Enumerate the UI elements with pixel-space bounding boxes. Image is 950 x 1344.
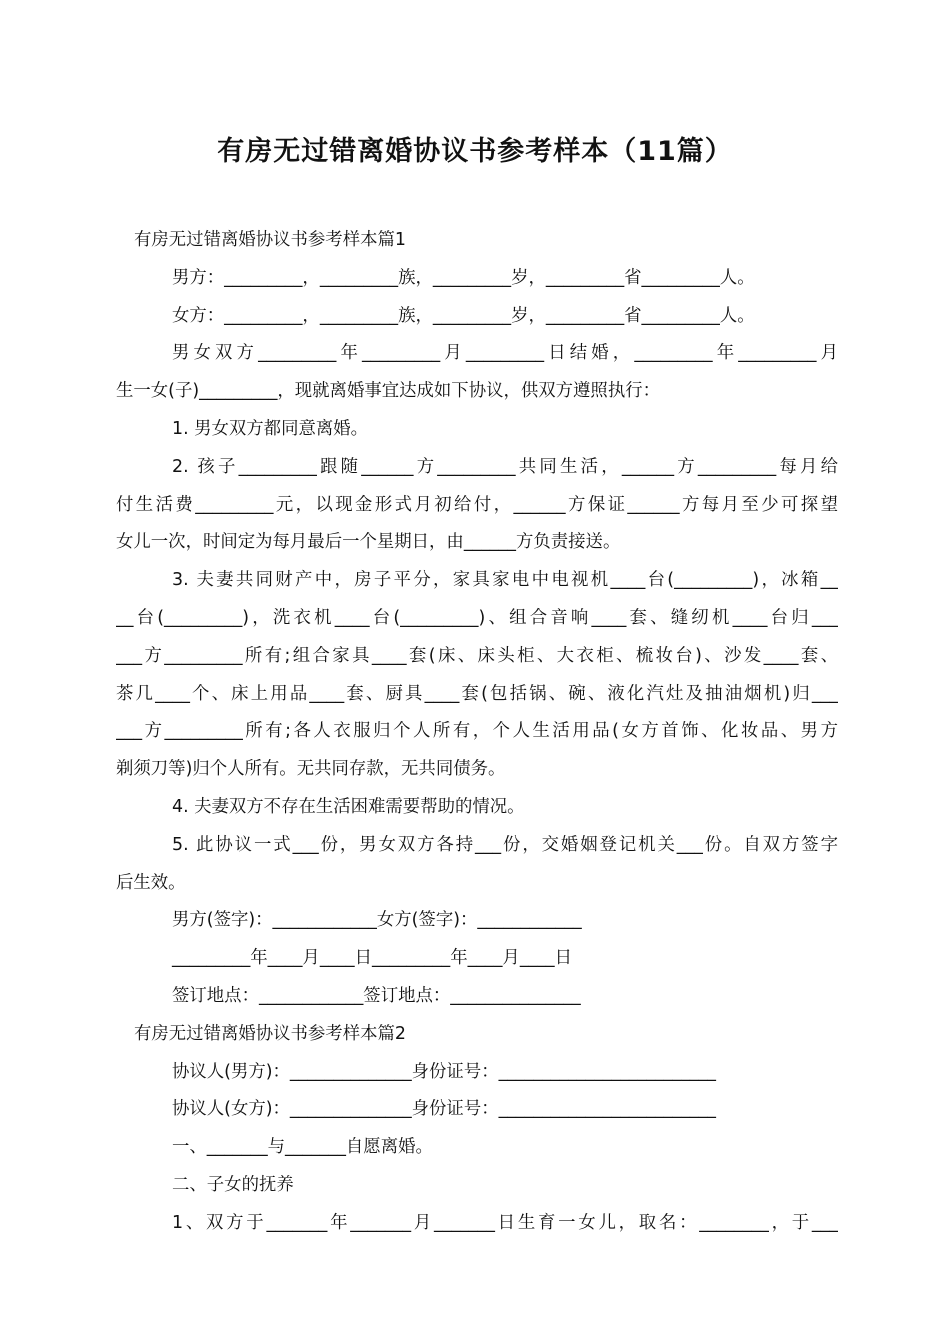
- page-title: 有房无过错离婚协议书参考样本（11篇）: [217, 136, 733, 167]
- text-line: 1. 男女双方都同意离婚。: [172, 418, 369, 439]
- text-line: _________年____月____日_________年____月____日: [172, 948, 572, 969]
- text-line: 生一女(子)_________，现就离婚事宜达成如下协议，供双方遵照执行：: [116, 381, 660, 402]
- text-line: 1、双方于_______年_______月_______日生育一女儿，取名：________，于___: [172, 1212, 838, 1233]
- section-heading: 有房无过错离婚协议书参考样本篇2: [134, 1023, 406, 1044]
- text-line: 男方：_________，_________族，_________岁，_________省_________人。: [172, 267, 755, 288]
- text-line: 男女双方_________年_________月_________日结婚，_________年_________月: [172, 343, 838, 364]
- text-line: 剃须刀等)归个人所有。无共同存款，无共同债务。: [116, 759, 506, 780]
- text-line: 4. 夫妻双方不存在生活困难需要帮助的情况。: [172, 796, 525, 817]
- text-line: 2. 孩子_________跟随______方_________共同生活，______方_________每月给: [172, 456, 838, 477]
- text-line: 后生效。: [116, 872, 186, 893]
- text-line: 协议人(男方)：______________身份证号：_________________________: [172, 1061, 716, 1082]
- text-line: 签订地点：____________签订地点：_______________: [172, 985, 581, 1006]
- section-heading: 有房无过错离婚协议书参考样本篇1: [134, 230, 406, 250]
- text-line: 付生活费_________元，以现金形式月初给付，______方保证______方每月至少可探望: [116, 494, 838, 515]
- document-body: [116, 222, 838, 1243]
- text-line: 茶几____个、床上用品____套、厨具____套(包括锅、碗、液化汽灶及抽油烟机)归___: [116, 683, 838, 704]
- text-line: 一、_______与_______自愿离婚。: [172, 1137, 433, 1158]
- text-line: 3. 夫妻共同财产中，房子平分，家具家电中电视机____台(_________)，冰箱__: [172, 570, 838, 591]
- text-line: __台(_________)，洗衣机____台(_________)、组合音响____套、缝纫机____台归___: [116, 607, 838, 628]
- text-line: ___方_________所有;各人衣服归个人所有，个人生活用品(女方首饰、化妆品、男方: [116, 721, 838, 742]
- text-line: ___方_________所有;组合家具____套(床、床头柜、大衣柜、梳妆台)、沙发____套、: [116, 645, 838, 666]
- text-line: 二、子女的抚养: [172, 1174, 294, 1195]
- text-line: 5. 此协议一式___份，男女双方各持___份，交婚姻登记机关___份。自双方签字: [172, 834, 838, 855]
- text-line: 女儿一次，时间定为每月最后一个星期日，由______方负责接送。: [116, 532, 621, 553]
- text-line: 协议人(女方)：______________身份证号：_________________________: [172, 1099, 716, 1120]
- text-line: 男方(签字)：____________女方(签字)：____________: [172, 910, 582, 931]
- text-line: 女方：_________，_________族，_________岁，_________省_________人。: [172, 305, 755, 326]
